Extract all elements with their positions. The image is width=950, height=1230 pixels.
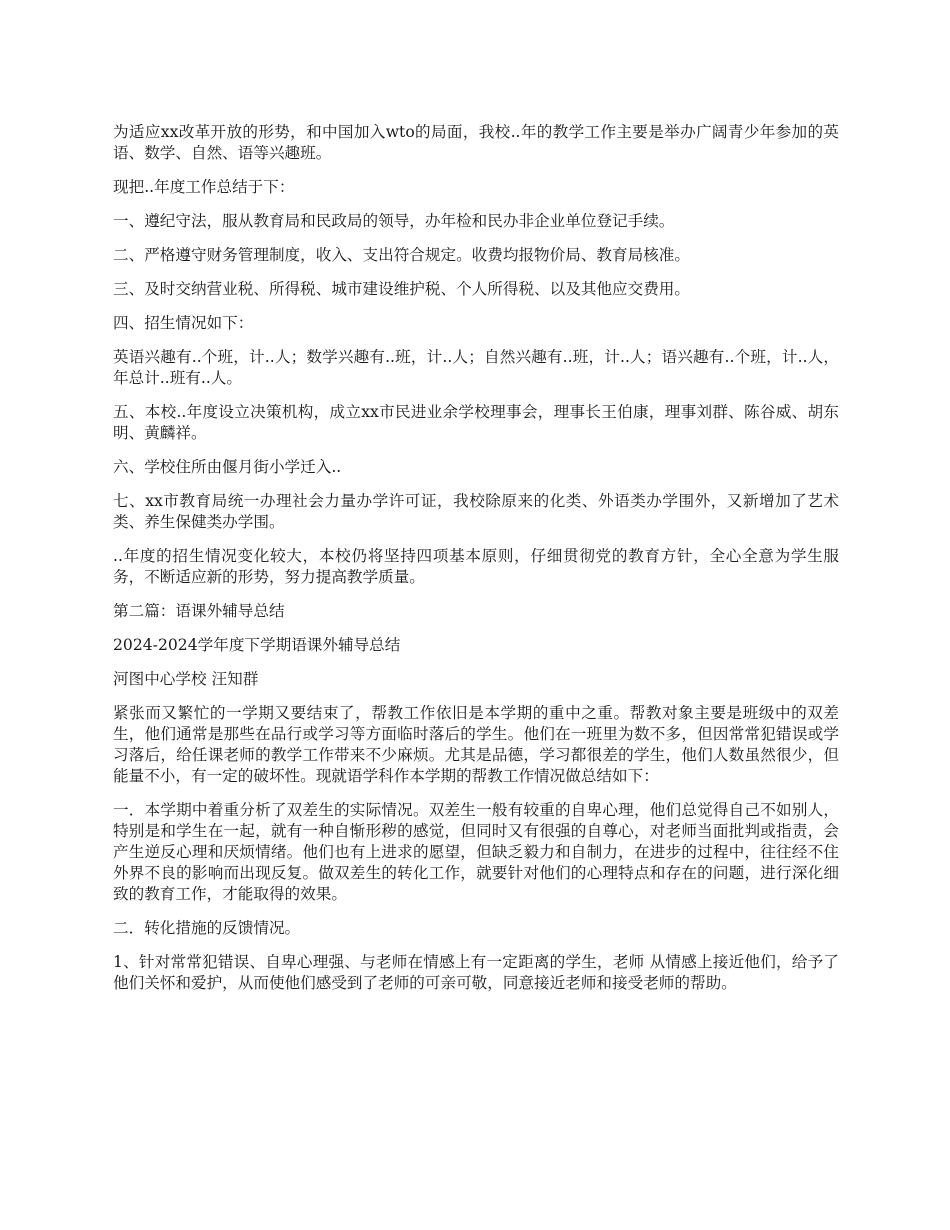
document-title: 2024-2024学年度下学期语课外辅导总结 <box>113 636 401 654</box>
paragraph: 现把..年度工作总结于下： <box>113 178 295 196</box>
paragraph: 二、严格遵守财务管理制度，收入、支出符合规定。收费均报物价局、教育局核准。 <box>113 246 690 264</box>
paragraph: 一．本学期中着重分析了双差生的实际情况。双差生一般有较重的自卑心理，他们总觉得自己不如别人，特别是和学生在一起，就有一种自惭形秽的感觉，但同时又有很强的自尊心，对老师当面批判或指责，会产生逆反心理和厌烦情绪。他们也有上进求的愿望，但缺乏毅力和自制力，在进步的过程中，往往经不住外界不良的影响而出现反复。做双差生的转化工作，就要针对他们的心理特点和存在的问题，进行深化细致的教育工作，才能取得的效果。 <box>113 801 839 903</box>
paragraph: 英语兴趣有..个班，计..人；数学兴趣有..班，计..人；自然兴趣有..班，计..人；语兴趣有..个班，计..人，年总计..班有..人。 <box>113 348 839 387</box>
paragraph: 三、及时交纳营业税、所得税、城市建设维护税、个人所得税、以及其他应交费用。 <box>113 280 690 298</box>
paragraph: 五、本校..年度设立决策机构，成立xx市民进业余学校理事会，理事长王伯康，理事刘群、陈谷威、胡东明、黄麟祥。 <box>113 403 839 442</box>
paragraph: 为适应xx改革开放的形势，和中国加入wto的局面，我校..年的教学工作主要是举办广阔青少年参加的英语、数学、自然、语等兴趣班。 <box>113 123 839 162</box>
paragraph: 七、xx市教育局统一办理社会力量办学许可证，我校除原来的化类、外语类办学围外，又新增加了艺术类、养生保健类办学围。 <box>113 492 839 531</box>
paragraph: ..年度的招生情况变化较大，本校仍将坚持四项基本原则，仔细贯彻党的教育方针，全心全意为学生服务，不断适应新的形势，努力提高教学质量。 <box>113 547 839 586</box>
paragraph: 二．转化措施的反馈情况。 <box>113 919 301 937</box>
document-body <box>113 122 839 1007</box>
paragraph: 紧张而又繁忙的一学期又要结束了，帮教工作依旧是本学期的重中之重。帮教对象主要是班级中的双差生，他们通常是那些在品行或学习等方面临时落后的学生。他们在一班里为数不多，但因常常犯错误或学习落后，给任课老师的教学工作带来不少麻烦。尤其是品德，学习都很差的学生，他们人数虽然很少，但能量不小，有一定的破坏性。现就语学科作本学期的帮教工作情况做总结如下： <box>113 704 839 785</box>
paragraph: 四、招生情况如下： <box>113 314 254 332</box>
author-line: 河图中心学校 汪知群 <box>113 670 259 688</box>
paragraph: 一、遵纪守法，服从教育局和民政局的领导，办年检和民办非企业单位登记手续。 <box>113 212 675 230</box>
paragraph: 1、针对常常犯错误、自卑心理强、与老师在情感上有一定距离的学生，老师 从情感上接近他们，给予了他们关怀和爱护，从而使他们感受到了老师的可亲可敬，同意接近老师和接受老师的帮助。 <box>113 953 839 992</box>
paragraph: 六、学校住所由偃月街小学迁入.. <box>113 458 342 476</box>
section-heading: 第二篇：语课外辅导总结 <box>113 602 285 620</box>
